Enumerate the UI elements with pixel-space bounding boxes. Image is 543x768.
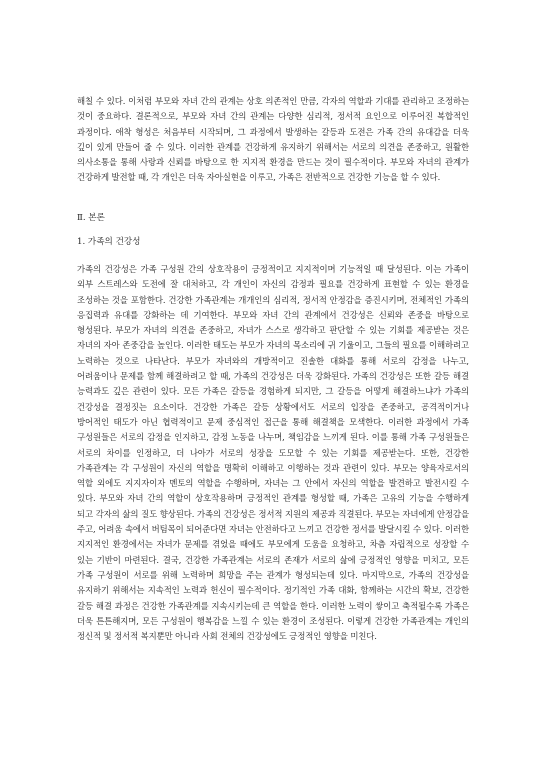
intro-section — [77, 94, 469, 186]
section-heading-block — [77, 212, 469, 224]
body-paragraph: 가족의 건강성은 가족 구성원 간의 상호작용이 긍정적이고 지지적이며 기능적일 때 달성된다. 이는 가족이 외부 스트레스와 도전에 잘 대처하고, 각 개인이 자신의 감정과 필요를 건강하게 표현할 수 있는 환경을 조성하는 것을 포함한다. 건강한 가족관계는 개개인의 심리적, 정서적 안정감을 증진시키며, 전체적인 가족의 응집력과 유대를 강화하는 데 기여한다. 부모와 자녀 간의 관계에서 건강성은 신뢰와 존중을 바탕으로 형성된다. 부모가 자녀의 의견을 존중하고, 자녀가 스스로 생각하고 판단할 수 있는 기회를 제공받는 것은 자녀의 자아 존중감을 높인다. 이러한 태도는 부모가 자녀의 목소리에 귀 기울이고, 그들의 필요를 이해하려고 노력하는 것으로 나타난다. 부모가 자녀와의 개방적이고 진솔한 대화를 통해 서로의 감정을 나누고, 어려움이나 문제를 함께 해결하려고 할 때, 가족의 건강성은 더욱 강화된다. 가족의 건강성은 또한 갈등 해결 능력과도 깊은 관련이 있다. 모든 가족은 갈등을 경험하게 되지만, 그 갈등을 어떻게 해결하느냐가 가족의 건강성을 결정짓는 요소이다. 건강한 가족은 갈등 상황에서도 서로의 입장을 존중하고, 공격적이거나 방어적인 태도가 아닌 협력적이고 문제 중심적인 접근을 통해 해결책을 모색한다. 이러한 과정에서 가족 구성원들은 서로의 감정을 인지하고, 감정 노동을 나누며, 책임감을 느끼게 된다. 이를 통해 가족 구성원들은 서로의 차이를 인정하고, 더 나아가 서로의 성장을 도모할 수 있는 기회를 제공받는다. 또한, 건강한 가족관계는 각 구성원이 자신의 역할을 명확히 이해하고 이행하는 것과 관련이 있다. 부모는 양육자로서의 역할 외에도 지지자이자 멘토의 역할을 수행하며, 자녀는 그 안에서 자신의 역할을 발견하고 발전시킬 수 있다. 부모와 자녀 간의 역할이 상호작용하며 긍정적인 관계를 형성할 때, 가족은 고유의 기능을 수행하게 되고 각자의 삶의 질도 향상된다. 가족의 건강성은 정서적 지원의 제공과 직결된다. 부모는 자녀에게 안정감을 주고, 어려움 속에서 버팀목이 되어준다면 자녀는 안전하다고 느끼고 건강한 정서를 발달시킬 수 있다. 이러한 지지적인 환경에서는 자녀가 문제를 겪었을 때에도 부모에게 도움을 요청하고, 차츰 자립적으로 성장할 수 있는 기반이 마련된다. 결국, 건강한 가족관계는 서로의 존재가 서로의 삶에 긍정적인 영향을 미치고, 모든 가족 구성원이 서로를 위해 노력하며 희망을 주는 관계가 형성되는데 있다. 마지막으로, 가족의 건강성을 유지하기 위해서는 지속적인 노력과 헌신이 필수적이다. 정기적인 가족 대화, 함께하는 시간의 확보, 건강한 갈등 해결 과정은 건강한 가족관계를 지속시키는데 큰 역할을 한다. 이러한 노력이 쌓이고 축적될수록 가족은 더욱 튼튼해지며, 모든 구성원이 행복감을 느낄 수 있는 환경이 조성된다. 이렇게 건강한 가족관계는 개인의 정신적 및 정서적 복지뿐만 아니라 사회 전체의 건강성에도 긍정적인 영향을 미친다. — [77, 264, 469, 642]
body-section — [77, 262, 469, 644]
subsection-heading: 1. 가족의 건강성 — [77, 237, 141, 247]
intro-paragraph: 해칠 수 있다. 이처럼 부모와 자녀 간의 관계는 상호 의존적인 만큼, 각자의 역할과 기대를 관리하고 조정하는 것이 중요하다. 결론적으로, 부모와 자녀 간의 관계는 다양한 심리적, 정서적 요인으로 이루어진 복합적인 과정이다. 애착 형성은 처음부터 시작되며, 그 과정에서 발생하는 갈등과 도전은 가족 간의 유대감을 더욱 깊이 있게 만들어 줄 수 있다. 이러한 관계를 건강하게 유지하기 위해서는 서로의 의견을 존중하고, 원활한 의사소통을 통해 사랑과 신뢰를 바탕으로 한 지지적 환경을 만드는 것이 필수적이다. 부모와 자녀의 관계가 건강하게 발전할 때, 각 개인은 더욱 자아실현을 이루고, 가족은 전반적으로 건강한 기능을 할 수 있다. — [77, 96, 469, 183]
section-heading: Ⅱ. 본론 — [77, 213, 105, 223]
subsection-heading-block — [77, 236, 469, 248]
